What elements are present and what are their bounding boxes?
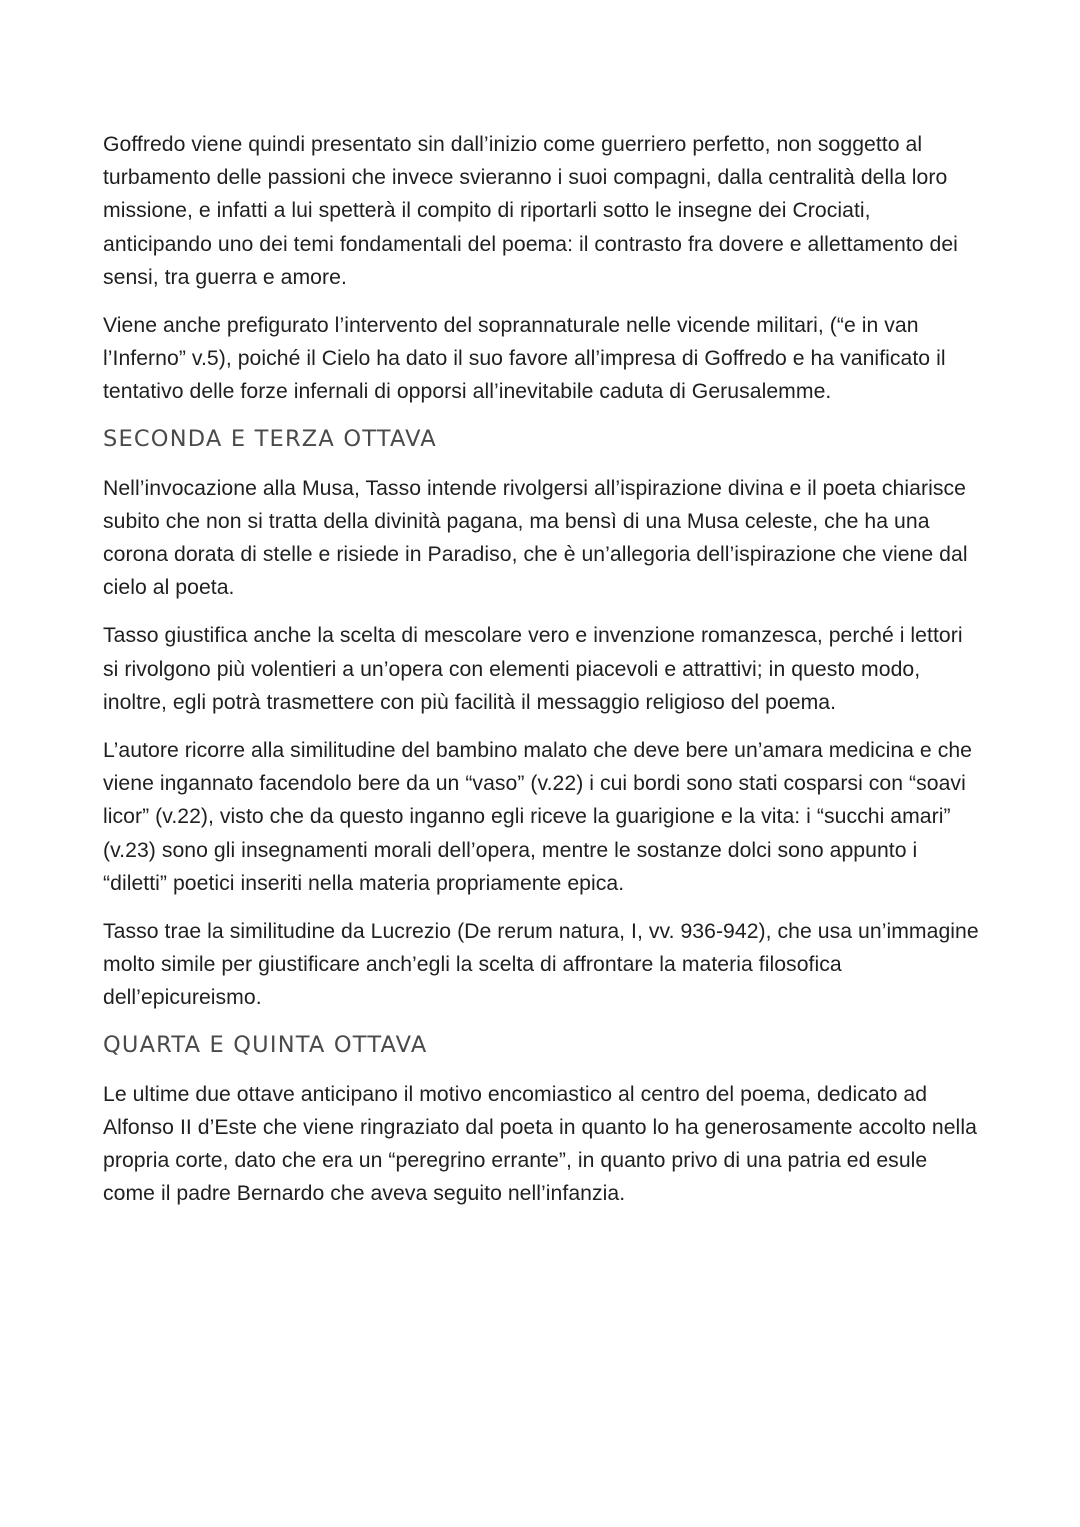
section-heading: QUARTA E QUINTA OTTAVA <box>103 1031 428 1058</box>
paragraph: Viene anche prefigurato l’intervento del soprannaturale nelle vicende militari, (“e in van l’Inferno” v.5), poiché il Cielo ha dato il suo favore all’impresa di Goffredo e ha vanificato il tentativo delle forze infernali di opporsi all’inevitabile caduta di Gerusalemme. <box>103 314 946 404</box>
paragraph: Nell’invocazione alla Musa, Tasso intende rivolgersi all’ispirazione divina e il poeta chiarisce subito che non si tratta della divinità pagana, ma bensì di una Musa celeste, che ha una corona dorata di stelle e risiede in Paradiso, che è un’allegoria dell’ispirazione che viene dal cielo al poeta. <box>103 476 968 600</box>
paragraph: L’autore ricorre alla similitudine del bambino malato che deve bere un’amara medicina e che viene ingannato facendolo bere da un “vaso” (v.22) i cui bordi sono stati cosparsi con “soavi licor” (v.22), visto che da questo inganno egli riceve la guarigione e la vita: i “succhi amari” (v.23) sono gli insegnamenti morali dell’opera, mentre le sostanze dolci sono appunto i “diletti” poetici inseriti nella materia propriamente epica. <box>103 739 973 895</box>
section-heading: SECONDA E TERZA OTTAVA <box>103 425 437 452</box>
paragraph: Tasso giustifica anche la scelta di mescolare vero e invenzione romanzesca, perché i lettori si rivolgono più volentieri a un’opera con elementi piacevoli e attrattivi; in questo modo, inoltre, egli potrà trasmettere con più facilità il messaggio religioso del poema. <box>103 624 963 714</box>
paragraph: Le ultime due ottave anticipano il motivo encomiastico al centro del poema, dedicato ad Alfonso II d’Este che viene ringraziato dal poeta in quanto lo ha generosamente accolto nella propria corte, dato che era un “peregrino errante”, in quanto privo di una patria ed esule come il padre Bernardo che aveva seguito nell’infanzia. <box>103 1082 977 1206</box>
paragraph: Tasso trae la similitudine da Lucrezio (De rerum natura, I, vv. 936-942), che usa un’immagine molto simile per giustificare anch’egli la scelta di affrontare la materia filosofica dell’epicureismo. <box>103 920 979 1010</box>
document-page <box>103 128 983 1225</box>
paragraph: Goffredo viene quindi presentato sin dall’inizio come guerriero perfetto, non soggetto al turbamento delle passioni che invece svieranno i suoi compagni, dalla centralità della loro missione, e infatti a lui spetterà il compito di riportarli sotto le insegne dei Crociati, anticipando uno dei temi fondamentali del poema: il contrasto fra dovere e allettamento dei sensi, tra guerra e amore. <box>103 133 958 289</box>
